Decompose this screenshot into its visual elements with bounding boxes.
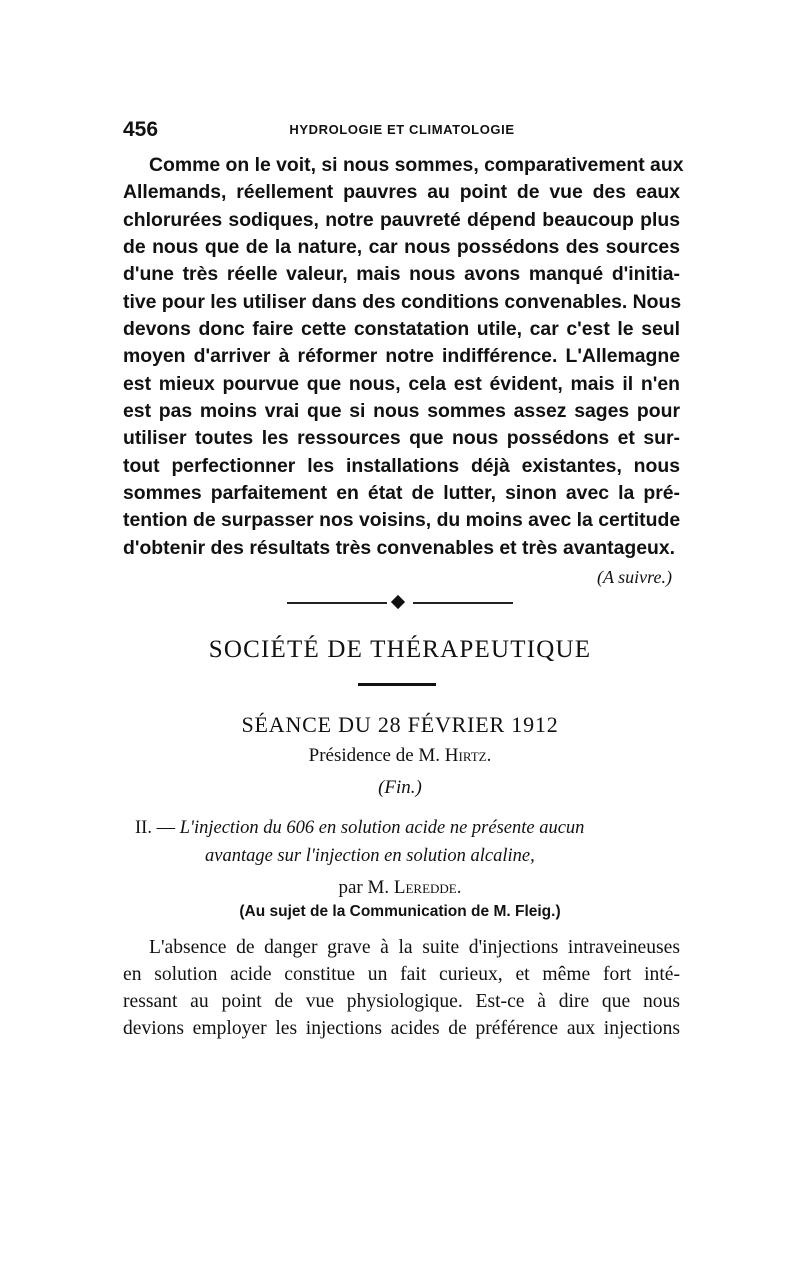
- running-head: HYDROLOGIE ET CLIMATOLOGIE: [289, 122, 515, 137]
- diamond-icon: [391, 595, 405, 609]
- title-underline-rule: [358, 683, 436, 686]
- page-header: [123, 118, 681, 144]
- text-line: Allemands, réellement pauvres au point de vue des eaux: [123, 181, 680, 204]
- text-line: tention de surpasser nos voisins, du moins avec la certitude: [123, 509, 681, 532]
- communication-title: [135, 814, 680, 870]
- text-line: chlorurées sodiques, notre pauvreté dépend beaucoup plus: [123, 208, 680, 231]
- seance-title: SÉANCE DU 28 FÉVRIER 1912: [241, 712, 559, 737]
- author-name: Leredde.: [393, 877, 462, 898]
- text-line: devons donc faire cette constatation utile, car c'est le seul: [123, 318, 680, 341]
- text-line: tive pour les utiliser dans des conditions convenables. Nous: [123, 290, 682, 313]
- text-line: L'absence de danger grave à la suite d'injections intraveineuses: [149, 937, 680, 958]
- text-line: est pas moins vrai que si nous sommes assez sages pour: [123, 400, 680, 423]
- text-line: devions employer les injections acides de préférence aux injections: [123, 1018, 680, 1039]
- divider-rule-right: [413, 602, 513, 604]
- fin-note: (Fin.): [378, 777, 422, 798]
- text-line: ressant au point de vue physiologique. Est-ce à dire que nous: [123, 991, 680, 1012]
- text-line: sommes parfaitement en état de lutter, sinon avec la pré-: [123, 482, 680, 505]
- text-line: en solution acide constitue un fait curieux, et même fort inté-: [123, 964, 680, 985]
- text-line: Comme on le voit, si nous sommes, comparativement aux: [149, 154, 684, 176]
- text-line: tout perfectionner les installations déjà existantes, nous: [123, 454, 680, 477]
- text-line: moyen d'arriver à réformer notre indifférence. L'Allemagne: [123, 345, 680, 368]
- president-name: Hirtz.: [444, 745, 492, 766]
- text-line: est mieux pourvue que nous, cela est évident, mais il n'en: [123, 372, 680, 395]
- section-divider-ornament: [287, 596, 513, 610]
- presidence-prefix: Présidence de M.: [308, 745, 445, 766]
- text-line: utiliser toutes les ressources que nous possédons et sur-: [123, 427, 680, 450]
- subject-note: (Au sujet de la Communication de M. Fleig.): [239, 903, 561, 920]
- society-title: SOCIÉTÉ DE THÉRAPEUTIQUE: [208, 636, 592, 663]
- paragraph-injection: [123, 934, 680, 1042]
- communication-title-line: avantage sur l'injection en solution alcaline,: [205, 846, 535, 866]
- text-line: de nous que de la nature, car nous possédons des sources: [123, 236, 680, 259]
- communication-title-text: L'injection du 606 en solution acide ne présente aucun: [179, 818, 585, 838]
- divider-rule-left: [287, 602, 387, 604]
- communication-number: II. —: [135, 818, 180, 838]
- a-suivre-note: (A suivre.): [597, 567, 672, 587]
- presidence-line: [0, 745, 800, 767]
- author-line: [0, 877, 800, 899]
- page-number: 456: [123, 118, 159, 141]
- text-line: d'une très réelle valeur, mais nous avons manqué d'initia-: [123, 263, 680, 286]
- author-prefix: par M.: [338, 877, 394, 898]
- paragraph-hydrology: [123, 152, 684, 562]
- text-line: d'obtenir des résultats très convenables et très avantageux.: [123, 536, 676, 559]
- communication-title-line: [135, 814, 680, 842]
